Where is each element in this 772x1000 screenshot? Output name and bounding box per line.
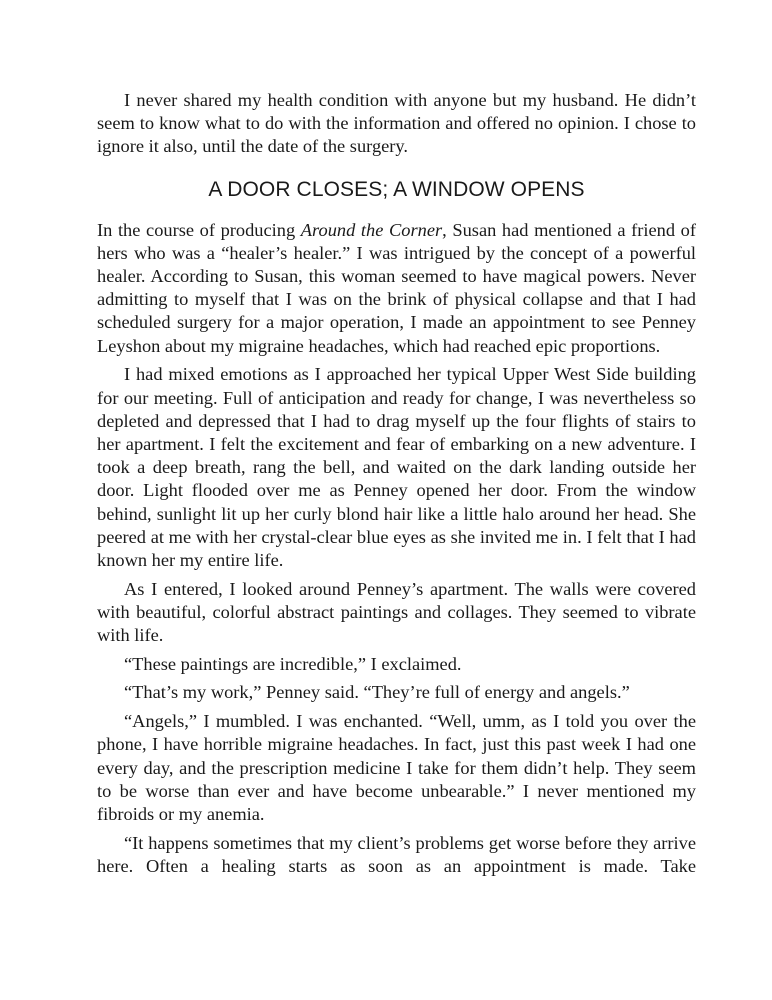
paragraph-2-start: In the course of producing	[97, 219, 301, 240]
paragraph-2-rest: , Susan had mentioned a friend of hers who was a “healer’s healer.” I was intrigued by the concept of a powerful healer. According to Susan, this woman seemed to have magical powers. Never admitting to myself that I was on the brink of physical collapse and that I had scheduled surgery for a major operation, I made an appointment to see Penney Leyshon about my migraine headaches, which had reached epic proportions.	[97, 219, 696, 356]
paragraph-5: “These paintings are incredible,” I exclaimed.	[124, 653, 462, 674]
book-title: Around the Corner	[300, 219, 443, 240]
paragraph-6: “That’s my work,” Penney said. “They’re full of energy and angels.”	[124, 682, 630, 703]
paragraph-8: “It happens sometimes that my client’s problems get worse before they arrive here. Often a healing starts as soon as an appointment is made. Take	[97, 832, 696, 876]
paragraph-1: I never shared my health condition with anyone but my husband. He didn’t seem to know what to do with the information and offered no opinion. I chose to ignore it also, until the date of the surgery.	[97, 90, 696, 157]
paragraph-7: “Angels,” I mumbled. I was enchanted. “Well, umm, as I told you over the phone, I have horrible migraine headaches. In fact, just this past week I had one every day, and the prescription medicine I take for them didn’t help. They seem to be worse than ever and have become unbearable.” I never mentioned my fibroids or my anemia.	[97, 711, 696, 824]
paragraph-4: As I entered, I looked around Penney’s apartment. The walls were covered with beautiful, colorful abstract paintings and collages. They seemed to vibrate with life.	[97, 578, 696, 646]
paragraph-2	[97, 219, 696, 358]
section-heading: A DOOR CLOSES; A WINDOW OPENS	[208, 177, 585, 201]
paragraph-3: I had mixed emotions as I approached her typical Upper West Side building for our meeting. Full of anticipation and ready for change, I was nevertheless so depleted and depressed that I had to drag myself up the four flights of stairs to her apartment. I felt the excitement and fear of embarking on a new adventure. I took a deep breath, rang the bell, and waited on the dark landing outside her door. Light flooded over me as Penney opened her door. From the window behind, sunlight lit up her curly blond hair like a little halo around her head. She peered at me with her crystal-clear blue eyes as she invited me in. I felt that I had known her my entire life.	[97, 364, 696, 570]
